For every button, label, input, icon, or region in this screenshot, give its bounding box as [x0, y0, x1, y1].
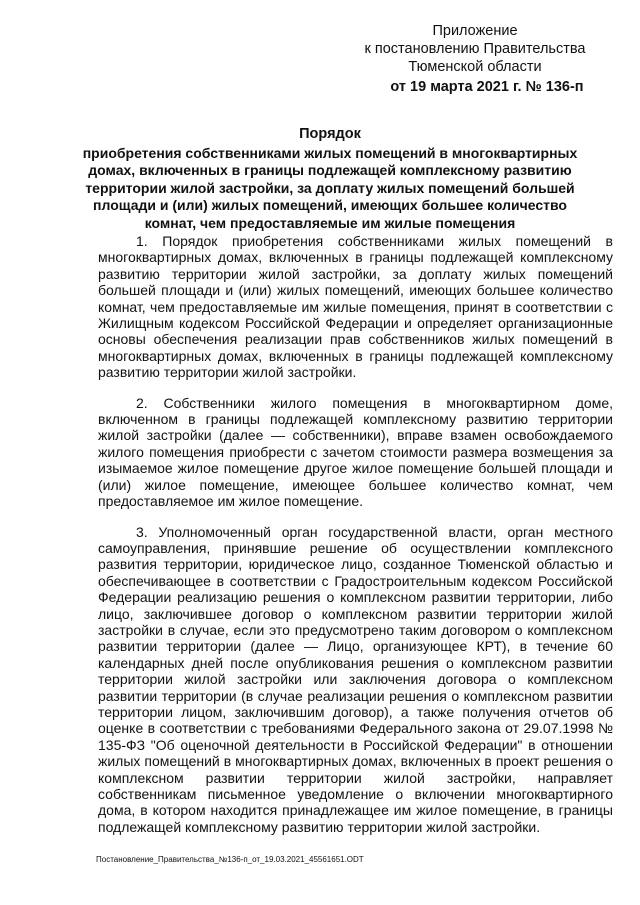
- resolution-date-number: от 19 марта 2021 г. № 136-п: [390, 79, 584, 95]
- title-main: Порядок: [299, 126, 361, 142]
- appendix-header: [340, 22, 610, 96]
- paragraph-3: 3. Уполномоченный орган государственной власти, орган местного самоуправления, принявшие решение об осуществлении комплексного развития территории, юридическое лицо, созданное Тюменской областью и обеспечивающее в соответствии с Градостроительным кодексом Российской Федерации реализацию решения о комплексном развитии территории, либо лицо, заключившее договор о комплексном развитии территории жилой застройки в случае, если это предусмотрено таким договором о комплексном развитии территории (далее — Лицо, организующее КРТ), в течение 60 календарных дней после опубликования решения о комплексном развитии территории жилой застройки или заключения договора о комплексном развитии территории (в случае реализации решения о комплексном развитии территории лицом, заключившим договор), а также получения отчетов об оценке в соответствии с требованиями Федерального закона от 29.07.1998 № 135-ФЗ "Об оценочной деятельности в Российской Федерации" в отношении жилых помещений в многоквартирных домах, включенных в проект решения о комплексном развитии территории жилой застройки, направляет собственникам письменное уведомление о включении многоквартирного дома, в котором находится принадлежащее им жилое помещение, в границы подлежащей комплексному развитию территории жилой застройки.: [98, 523, 613, 835]
- paragraph-2: 2. Собственники жилого помещения в многоквартирном доме, включенном в границы подлежащей комплексному развитию территории жилой застройки (далее — собственники), вправе взамен освобождаемого жилого помещения приобрести с зачетом стоимости размера возмещения за изымаемое жилое помещение другое жилое помещение большей площади и (или) жилое помещение, имеющее большее количество комнат, чем предоставляемое им жилое помещение.: [98, 394, 613, 510]
- appendix-label: Приложение: [432, 23, 518, 39]
- resolution-reference: к постановлению Правительства: [364, 41, 586, 57]
- region-name: Тюменской области: [408, 59, 542, 75]
- footer-filename: Постановление_Правительства_№136-п_от_19.03.2021_45561651.ODT: [96, 855, 364, 864]
- document-body: [98, 233, 613, 849]
- document-title: [80, 126, 580, 232]
- paragraph-1: 1. Порядок приобретения собственниками жилых помещений в многоквартирных домах, включенных в границы подлежащей комплексному развитию территории жилой застройки, за доплату жилых помещений большей площади и (или) жилых помещений, имеющих большее количество комнат, чем предоставляемые им жилые помещения, принят в соответствии с Жилищным кодексом Российской Федерации и определяет организационные основы обеспечения реализации прав собственников жилых помещений в многоквартирных домах, включенных в границы подлежащей комплексному развитию территории жилой застройки.: [98, 233, 613, 381]
- title-subtitle: приобретения собственниками жилых помещений в многоквартирных домах, включенных в границы подлежащей комплексному развитию территории жилой застройки, за доплату жилых помещений большей площади и (или) жилых помещений, имеющих большее количество комнат, чем предоставляемые им жилые помещения: [82, 144, 578, 231]
